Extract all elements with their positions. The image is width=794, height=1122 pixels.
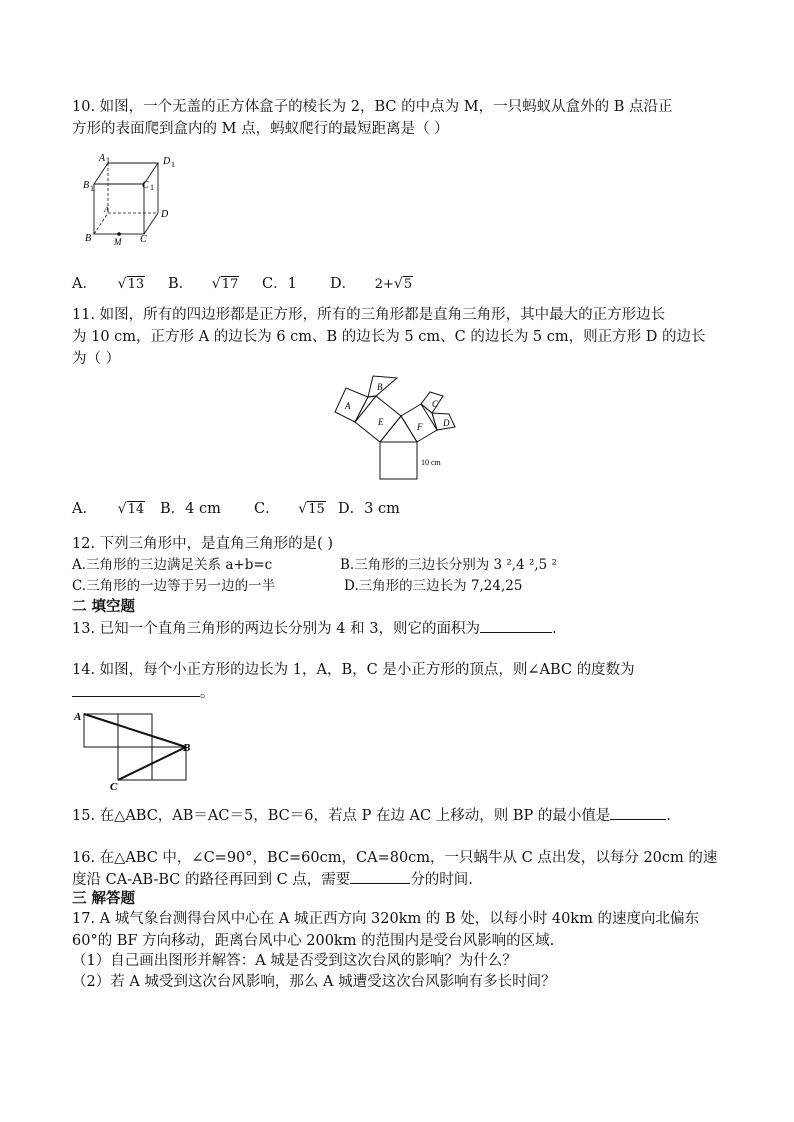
q10-option-c[interactable]: C．1 [262,276,297,292]
q11-option-d[interactable]: D．3 cm [338,501,400,517]
q17-line1: 17. A 城气象台测得台风中心在 A 城正西方向 320km 的 B 处，以每小时 40km 的速度向北偏东 [72,911,699,927]
label-B1: B [83,180,90,191]
sub-C1: 1 [150,183,154,192]
q10-line2: 方形的表面爬到盒内的 M 点，蚂蚁爬行的最短距离是（ ） [72,121,449,137]
q11-option-c[interactable]: C． √ 15 [254,499,326,520]
label-B: B [183,742,191,754]
q14-line1: 14. 如图，每个小正方形的边长为 1，A，B，C 是小正方形的顶点，则∠ABC 的度数为 [72,662,635,678]
label-C: C [110,781,118,793]
q15-answer-blank[interactable] [610,805,666,820]
q11-squares-figure [335,372,465,484]
q11-option-a[interactable]: A． √ 14 [72,499,145,520]
label-E: E [378,417,384,427]
label-D: D [161,209,169,220]
q16-line2: 度沿 CA-AB-BC 的路径再回到 C 点，需要 分的时间. [72,869,473,890]
q10-cube-figure [80,150,190,250]
q14-grid-figure [72,706,202,793]
label-10cm: 10 cm [421,458,441,467]
q10-option-d[interactable]: D． 2+√ 5 [330,274,413,295]
q12-option-b[interactable]: B.三角形的三边长分别为 3 ²,4 ²,5 ² [340,557,557,573]
label-C1: C [142,180,149,191]
q16-answer-blank[interactable] [350,869,410,884]
q17-line4: （2）若 A 城受到这次台风影响，那么 A 城遭受这次台风影响有多长时间？ [72,974,556,990]
q11-line1: 11. 如图，所有的四边形都是正方形，所有的三角形都是直角三角形，其中最大的正方形边长 [72,307,666,323]
q10-option-a[interactable]: A． √ 13 [72,274,145,295]
q11-line2: 为 10 cm，正方形 A 的边长为 6 cm、B 的边长为 5 cm、C 的边长为 5 cm，则正方形 D 的边长 [72,329,706,345]
sub-B1: 1 [90,184,94,193]
label-B: B [377,382,383,392]
label-A: A [74,711,82,723]
label-D: D [443,418,450,428]
label-A: A [104,205,109,214]
q17-line3: （1）自己画出图形并解答：A 城是否受到这次台风的影响？为什么？ [72,953,517,969]
q11-option-b[interactable]: B．4 cm [160,501,221,517]
q15-line: 15. 在△ABC，AB＝AC＝5，BC＝6，若点 P 在边 AC 上移动，则 BP 的最小值是 . [72,805,671,826]
q14-answer-blank[interactable] [72,682,200,697]
label-F: F [417,422,423,432]
q13-line: 13. 已知一个直角三角形的两边长分别为 4 和 3，则它的面积为 . [72,618,557,639]
q11-line3: 为（ ） [72,351,121,367]
sub-A1: 1 [106,156,110,165]
q12-line1: 12. 下列三角形中，是直角三角形的是( ) [72,536,334,552]
label-D1: D [163,156,171,167]
label-C: C [432,399,439,409]
label-M: M [114,237,122,247]
q12-option-d[interactable]: D.三角形的三边长为 7,24,25 [344,578,523,594]
q12-option-a[interactable]: A.三角形的三边满足关系 a+b=c [72,557,273,573]
q14-line2: 。 [72,682,215,703]
section-solve-heading: 三 解答题 [72,890,136,907]
q10-option-b[interactable]: B． √ 17 [168,274,239,295]
q16-line1: 16. 在△ABC 中，∠C=90°，BC=60cm，CA=80cm，一只蜗牛从 C 点出发，以每分 20cm 的速 [72,850,718,866]
sub-D1: 1 [171,160,175,169]
q12-option-c[interactable]: C.三角形的一边等于另一边的一半 [72,578,276,594]
label-A1: A [99,153,106,164]
label-B: B [85,233,92,244]
q10-line1: 10. 如图，一个无盖的正方体盒子的棱长为 2，BC 的中点为 M，一只蚂蚁从盒外的 B 点沿正 [72,99,673,115]
label-C: C [140,234,147,245]
q13-answer-blank[interactable] [480,618,552,633]
q17-line2: 60°的 BF 方向移动，距离台风中心 200km 的范围内是受台风影响的区域. [72,933,555,949]
label-A: A [345,401,351,411]
section-fill-in-heading: 二 填空题 [72,598,136,615]
